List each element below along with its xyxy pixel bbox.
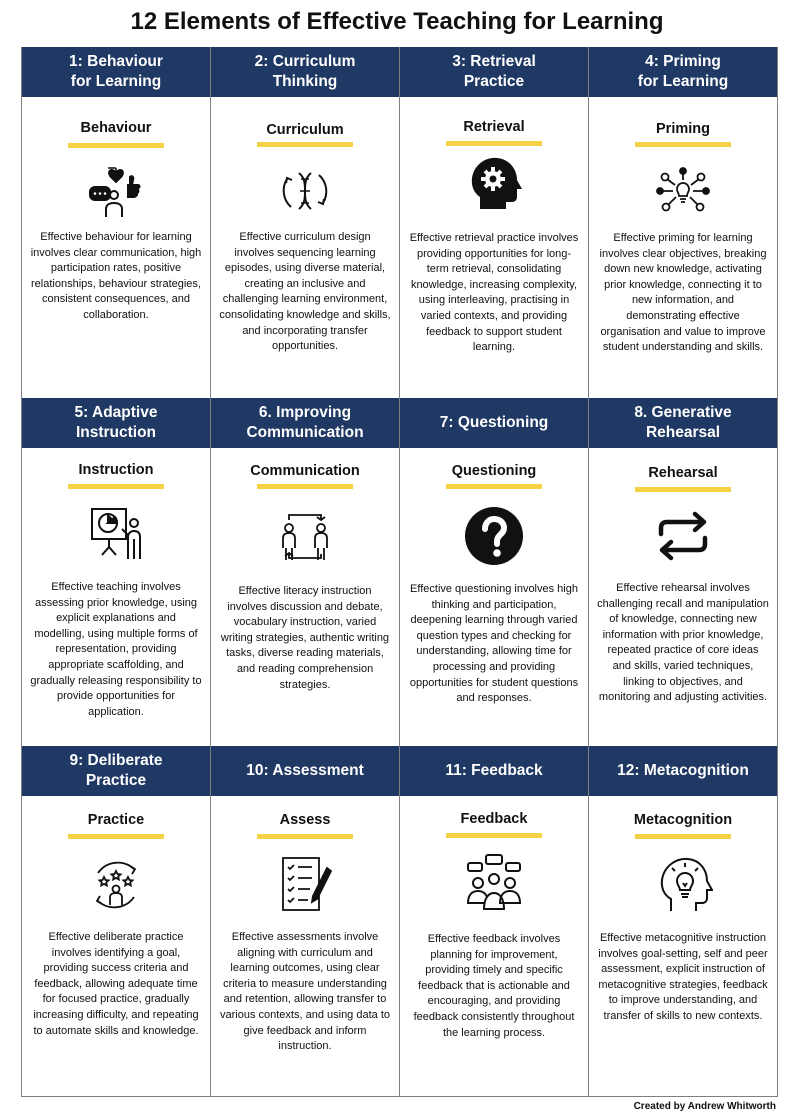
element-keyword: Feedback [460,811,528,827]
keyword-underline [446,484,542,489]
grid-line [21,47,22,1097]
element-description: Effective literacy instruction involves discussion and debate, vocabulary instruction, varied writing strategies, authentic writing tasks, diverse reading materials, and reading comprehension strategies. [220,585,390,691]
element-keyword: Retrieval [463,119,525,135]
element-description: Effective rehearsal involves challenging recall and manipulation of knowledge, connecting new information with prior knowledge, repeated practice of core ideas and skills, varied techniques, linking to objectives, and monitoring and adjusting activities. [597,582,769,704]
keyword-underline [257,142,353,147]
page-title: 12 Elements of Effective Teaching for Learning [130,8,664,35]
element-header: 11: Feedback [445,762,543,779]
keyword-underline [635,142,731,147]
element-description: Effective questioning involves high thinking and participation, deepening learning through varied question types and checking for understanding, allowing time for processing and providing opportunities for student questions and responses. [409,583,579,705]
element-description: Effective teaching involves assessing prior knowledge, using explicit explanations and modelling, using multiple forms of representation, providing appropriate scaffolding, and gradually releasing responsibility to provide opportunities for application. [30,581,202,718]
head-gear-icon [464,153,524,213]
element-description: Effective retrieval practice involves providing opportunities for long-term retrieval, consolidating knowledge, increasing complexity, using interleaving, practising in varied contexts, and providing feedback to support student learning. [409,232,579,354]
grid-line [588,47,589,1097]
element-keyword: Practice [87,812,145,828]
element-keyword: Questioning [451,463,537,479]
question-mark-icon [464,506,524,566]
element-keyword: Priming [656,121,710,137]
element-keyword: Assess [279,812,331,828]
presentation-icon [86,503,146,563]
keyword-underline [446,833,542,838]
element-keyword: Behaviour [80,120,152,136]
grid-line [210,47,211,1097]
element-header: 1: Behaviour for Learning [69,53,163,90]
keyword-underline [68,143,164,148]
checklist-pen-icon [275,854,335,914]
element-header: 4: Priming for Learning [637,53,729,90]
people-exchange-icon [275,508,335,568]
group-speech-icon [464,853,524,913]
element-header: 5: Adaptive Instruction [74,404,158,441]
element-header: 10: Assessment [246,762,364,779]
keyword-underline [257,834,353,839]
element-header: 3: Retrieval Practice [452,53,536,90]
element-keyword: Communication [250,463,360,479]
keyword-underline [446,141,542,146]
element-header: 9: Deliberate Practice [69,752,163,789]
lightbulb-network-icon [653,159,713,219]
keyword-underline [635,834,731,839]
element-header: 8. Generative Rehearsal [634,404,732,441]
element-description: Effective metacognitive instruction involves goal-setting, self and peer assessment, explicit instruction of metacognitive strategies, feedback to improve understanding, and transfer of skills to new contexts. [598,932,768,1022]
element-keyword: Instruction [78,462,154,478]
keyword-underline [635,487,731,492]
keyword-underline [68,484,164,489]
element-description: Effective curriculum design involves sequencing learning episodes, using diverse material, creating an inclusive and challenging learning environment, consolidating knowledge and skills, and incorporating transfer opportunities. [219,231,391,353]
element-description: Effective behaviour for learning involves clear communication, high participation rates, positive relationships, behaviour strategies, consistent consequences, and collaboration. [30,231,202,321]
keyword-underline [68,834,164,839]
element-header: 2: Curriculum Thinking [254,53,356,90]
dna-cycle-icon [275,161,335,221]
element-description: Effective feedback involves planning for improvement, providing timely and specific feedback that is actionable and encouraging, and providing feedback consistently throughout the learning process. [413,933,575,1039]
person-stars-icon [86,855,146,915]
grid-line [21,1096,778,1097]
element-keyword: Curriculum [266,122,344,138]
repeat-arrows-icon [653,506,713,566]
element-description: Effective assessments involve aligning with curriculum and learning outcomes, using clear criteria to measure understanding and retention, allowing transfer to various contexts, and using data to give feedback and inform instruction. [220,931,390,1053]
grid-line [399,47,400,1097]
behaviour-icon [86,159,146,219]
element-keyword: Metacognition [633,812,733,828]
element-header: 12: Metacognition [617,762,749,779]
element-header: 7: Questioning [439,414,549,431]
author-credit: Created by Andrew Whitworth [633,1101,776,1112]
element-header: 6. Improving Communication [246,404,364,441]
head-lightbulb-icon [653,853,713,913]
grid-line [777,47,778,1097]
element-description: Effective priming for learning involves clear objectives, breaking down new knowledge, activating prior knowledge, connecting it to new information, and demonstrating effective organisation and value to improve student understanding and skills. [599,232,767,354]
element-keyword: Rehearsal [648,465,718,481]
element-description: Effective deliberate practice involves identifying a goal, providing success criteria and feedback, allowing adequate time for focused practice, gradually increasing difficulty, and repeating to automate skills and knowledge. [33,931,199,1037]
keyword-underline [257,484,353,489]
